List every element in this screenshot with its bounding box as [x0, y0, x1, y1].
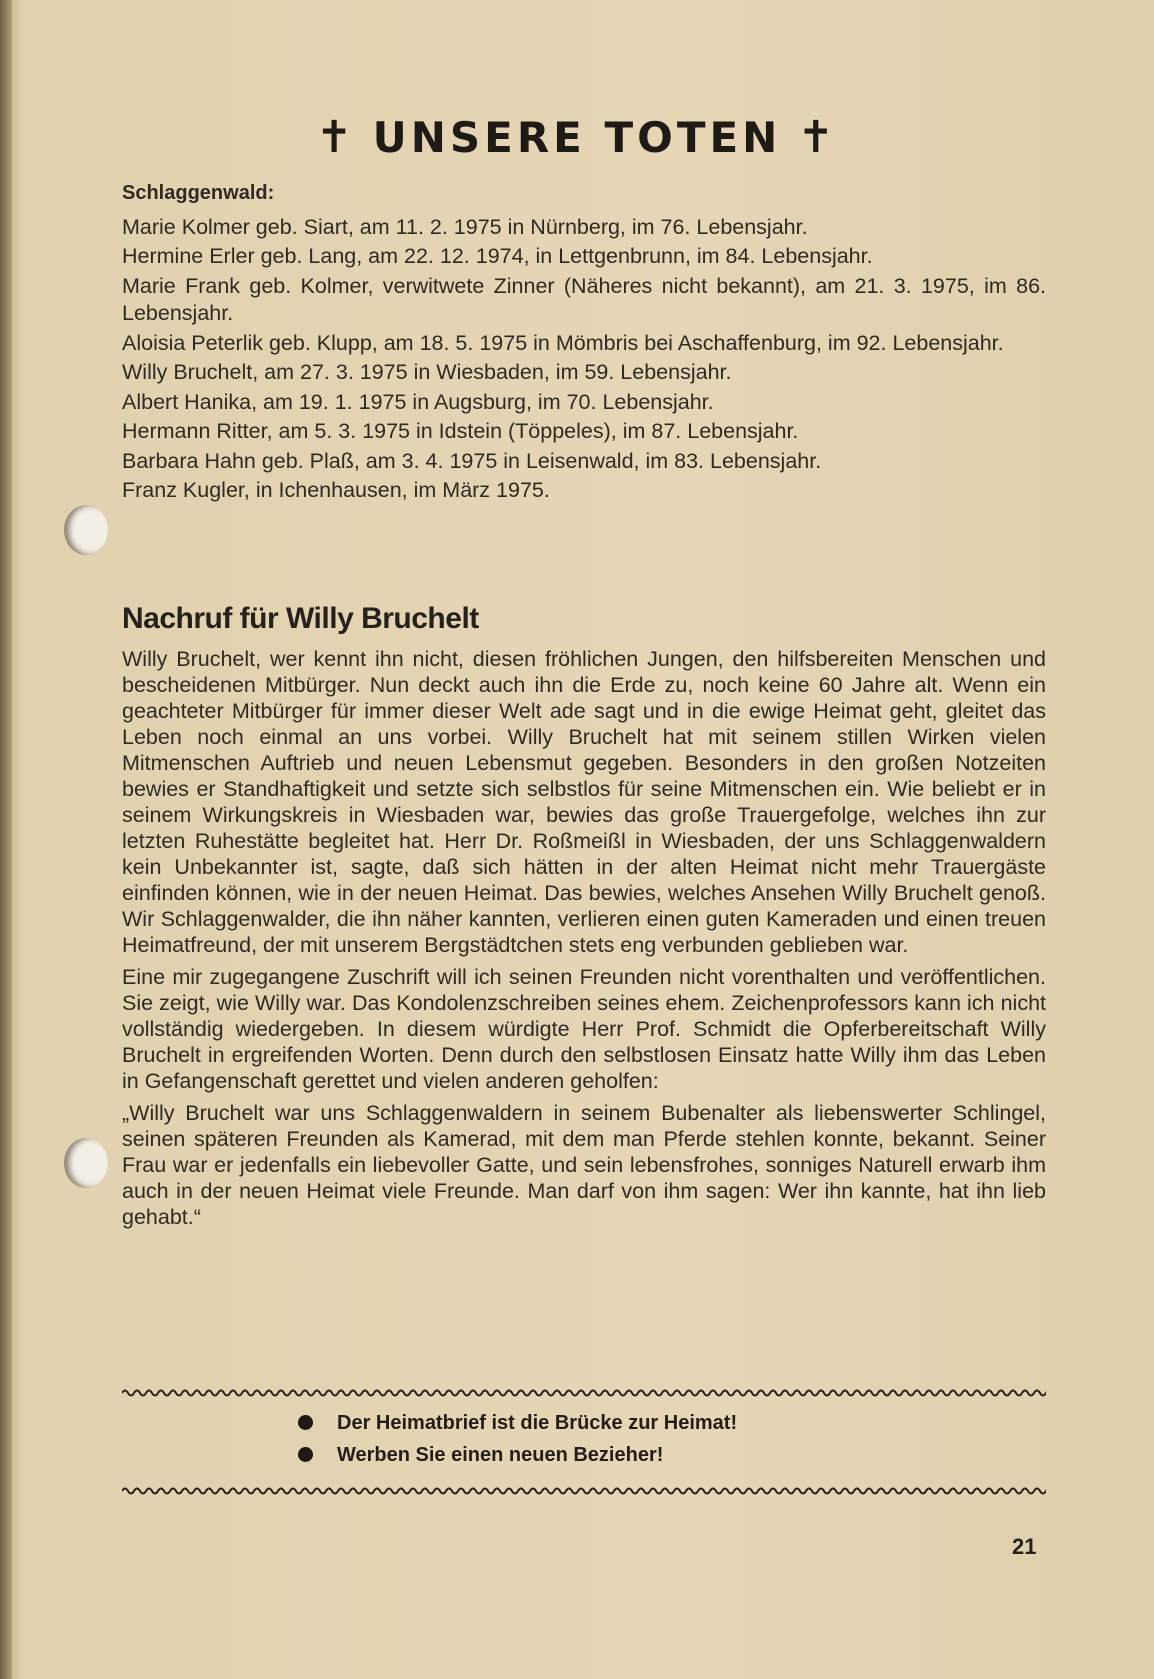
binding-spine: [0, 0, 12, 1679]
cross-icon: ✝: [797, 112, 839, 163]
death-entry: Albert Hanika, am 19. 1. 1975 in Augsburg, im 70. Lebensjahr.: [122, 389, 714, 414]
advert-line: [298, 1412, 737, 1435]
wavy-divider-bottom: [122, 1486, 1046, 1496]
death-entry: Willy Bruchelt, am 27. 3. 1975 in Wiesbaden, im 59. Lebensjahr.: [122, 360, 732, 384]
advert-text: Werben Sie einen neuen Bezieher!: [337, 1444, 664, 1466]
bullet-icon: [298, 1415, 313, 1430]
bullet-icon: [298, 1447, 313, 1462]
page-number: 21: [1012, 1534, 1037, 1559]
obituary-paragraph: Eine mir zugegangene Zuschrift will ich seinen Freunden nicht vorenthalten und veröffentlichen. Sie zeigt, wie Willy war. Das Kondolenzschreiben seines ehem. Zeichenprofessors kann ich nicht vollständig wiedergeben. In diesem würdigte Herr Prof. Schmidt die Opferbereitschaft Willy Bruchelt in ergreifenden Worten. Denn durch den selbstlosen Einsatz hatte Willy ihm das Leben in Gefangenschaft gerettet und vielen anderen geholfen:: [122, 965, 1046, 1093]
cross-icon: ✝: [315, 112, 357, 163]
title-text: UNSERE TOTEN: [372, 113, 782, 162]
death-entry: Barbara Hahn geb. Plaß, am 3. 4. 1975 in Leisenwald, im 83. Lebensjahr.: [122, 448, 822, 473]
obituary-body: [122, 646, 1046, 1236]
death-entry: Aloisia Peterlik geb. Klupp, am 18. 5. 1975 in Mömbris bei Aschaffenburg, im 92. Lebensjahr.: [122, 330, 1004, 355]
obituary-quote: „Willy Bruchelt war uns Schlaggenwaldern in seinem Bubenalter als liebenswerter Schlingel, seinen späteren Freunden als Kamerad, mit dem man Pferde stehlen konnte, bekannt. Seiner Frau war er jedenfalls ein liebevoller Gatte, und sein lebensfrohes, sonniges Naturell erwarb ihm auch in der neuen Heimat viele Freunde. Man darf von ihm sagen: Wer ihn kannte, hat ihn lieb gehabt.“: [122, 1101, 1046, 1229]
punch-hole-top: [64, 505, 108, 555]
deaths-list: [122, 180, 1046, 507]
wavy-divider-top: [122, 1388, 1046, 1398]
advert-text: Der Heimatbrief ist die Brücke zur Heimat!: [337, 1412, 738, 1434]
obituary-heading: Nachruf für Willy Bruchelt: [122, 602, 479, 635]
death-entry: Marie Kolmer geb. Siart, am 11. 2. 1975 in Nürnberg, im 76. Lebensjahr.: [122, 214, 808, 239]
place-heading: Schlaggenwald:: [122, 182, 275, 204]
death-entry: Hermann Ritter, am 5. 3. 1975 in Idstein (Töppeles), im 87. Lebensjahr.: [122, 419, 799, 443]
punch-hole-bottom: [64, 1138, 108, 1188]
obituary-paragraph: Willy Bruchelt, wer kennt ihn nicht, diesen fröhlichen Jungen, den hilfsbereiten Menschen und bescheidenen Mitbürger. Nun deckt auch ihn die Erde zu, noch keine 60 Jahre alt. Wenn ein geachteter Mitbürger für immer dieser Welt ade sagt und in die ewige Heimat geht, gleitet das Leben noch einmal an uns vorbei. Willy Bruchelt hat mit seinem stillen Wirken vielen Mitmenschen Auftrieb und neuen Lebensmut gegeben. Besonders in den großen Notzeiten bewies er Standhaftigkeit und setzte sich selbstlos für seine Mitmenschen ein. Wie beliebt er in seinem Wirkungskreis in Wiesbaden war, bewies das große Trauergefolge, welches ihn zur letzten Ruhestätte begleitet hat. Herr Dr. Roßmeißl in Wiesbaden, der uns Schlaggenwaldern kein Unbekannter ist, sagte, daß sich hätten in der alten Heimat nicht mehr Trauergäste einfinden können, wie in der neuen Heimat. Das bewies, welches Ansehen Willy Bruchelt genoß. Wir Schlaggenwalder, die ihn näher kannten, verlieren einen guten Kameraden und einen treuen Heimatfreund, der mit unserem Bergstädtchen stets eng verbunden geblieben war.: [122, 647, 1046, 957]
advert-line: [298, 1444, 663, 1467]
death-entry: Hermine Erler geb. Lang, am 22. 12. 1974, in Lettgenbrunn, im 84. Lebensjahr.: [122, 244, 873, 268]
death-entry: Marie Frank geb. Kolmer, verwitwete Zinner (Näheres nicht bekannt), am 21. 3. 1975, im 86. Lebensjahr.: [122, 273, 1046, 325]
page-title: [0, 112, 1154, 163]
death-entry: Franz Kugler, in Ichenhausen, im März 1975.: [122, 478, 550, 502]
